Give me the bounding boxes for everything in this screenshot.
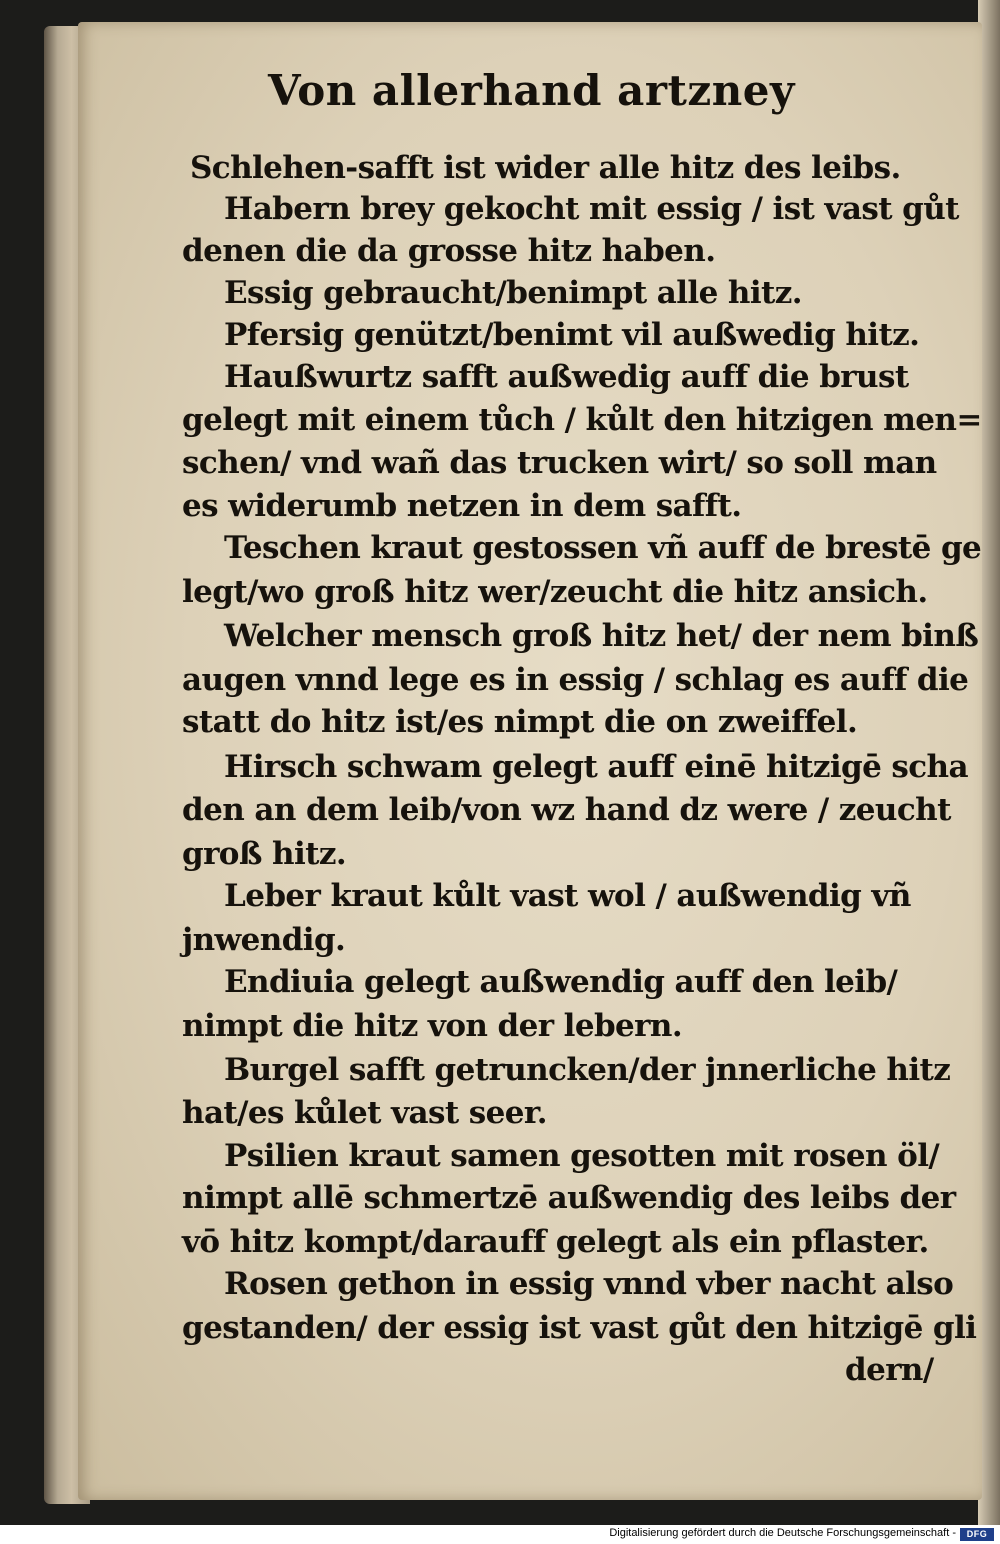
footer-bar bbox=[0, 1525, 1000, 1544]
text-line: Pfersig genützt/benimt vil außwedig hitz. bbox=[224, 317, 920, 353]
text-line: gestanden/ der essig ist vast gůt den hitzigē gli bbox=[182, 1310, 977, 1346]
page-header: Von allerhand artzney bbox=[268, 66, 795, 115]
text-line: hat/es kůlet vast seer. bbox=[182, 1095, 547, 1131]
text-line: Haußwurtz safft außwedig auff die brust bbox=[224, 359, 909, 395]
text-line: den an dem leib/von wz hand dz were / zeucht bbox=[182, 792, 951, 828]
text-line: es widerumb netzen in dem safft. bbox=[182, 488, 742, 524]
text-line: gelegt mit einem tůch / kůlt den hitzigen men= bbox=[182, 402, 982, 438]
text-line: Psilien kraut samen gesotten mit rosen öl/ bbox=[224, 1138, 940, 1174]
catchword: dern/ bbox=[845, 1352, 934, 1388]
text-line: Rosen gethon in essig vnnd vber nacht also bbox=[224, 1266, 954, 1302]
text-line: legt/wo groß hitz wer/zeucht die hitz ansich. bbox=[182, 574, 928, 610]
text-line: nimpt allē schmertzē außwendig des leibs der bbox=[182, 1180, 956, 1216]
text-line: Teschen kraut gestossen vñ auff de brestē ge bbox=[224, 530, 982, 566]
text-line: Burgel safft getruncken/der jnnerliche hitz bbox=[224, 1052, 951, 1088]
text-line: groß hitz. bbox=[182, 836, 347, 872]
text-line: augen vnnd lege es in essig / schlag es auff die bbox=[182, 662, 969, 698]
text-line: vō hitz kompt/darauff gelegt als ein pflaster. bbox=[182, 1224, 929, 1260]
text-line: schen/ vnd wañ das trucken wirt/ so soll man bbox=[182, 445, 937, 481]
text-line: Habern brey gekocht mit essig / ist vast gůt bbox=[224, 191, 959, 227]
text-line: nimpt die hitz von der lebern. bbox=[182, 1008, 683, 1044]
text-line: statt do hitz ist/es nimpt die on zweiffel. bbox=[182, 704, 858, 740]
dfg-credit-text: Digitalisierung gefördert durch die Deutsche Forschungsgemeinschaft - bbox=[609, 1527, 956, 1539]
text-line: Endiuia gelegt außwendig auff den leib/ bbox=[224, 964, 898, 1000]
text-line: Essig gebraucht/benimpt alle hitz. bbox=[224, 275, 802, 311]
text-line: jnwendig. bbox=[182, 922, 346, 958]
dfg-logo-icon: DFG bbox=[960, 1528, 994, 1541]
text-line: denen die da grosse hitz haben. bbox=[182, 233, 716, 269]
text-line: Schlehen-safft ist wider alle hitz des leibs. bbox=[190, 150, 901, 186]
text-line: Welcher mensch groß hitz het/ der nem binß bbox=[224, 618, 979, 654]
text-line: Leber kraut kůlt vast wol / außwendig vñ bbox=[224, 878, 911, 914]
text-line: Hirsch schwam gelegt auff einē hitzigē scha bbox=[224, 749, 968, 785]
